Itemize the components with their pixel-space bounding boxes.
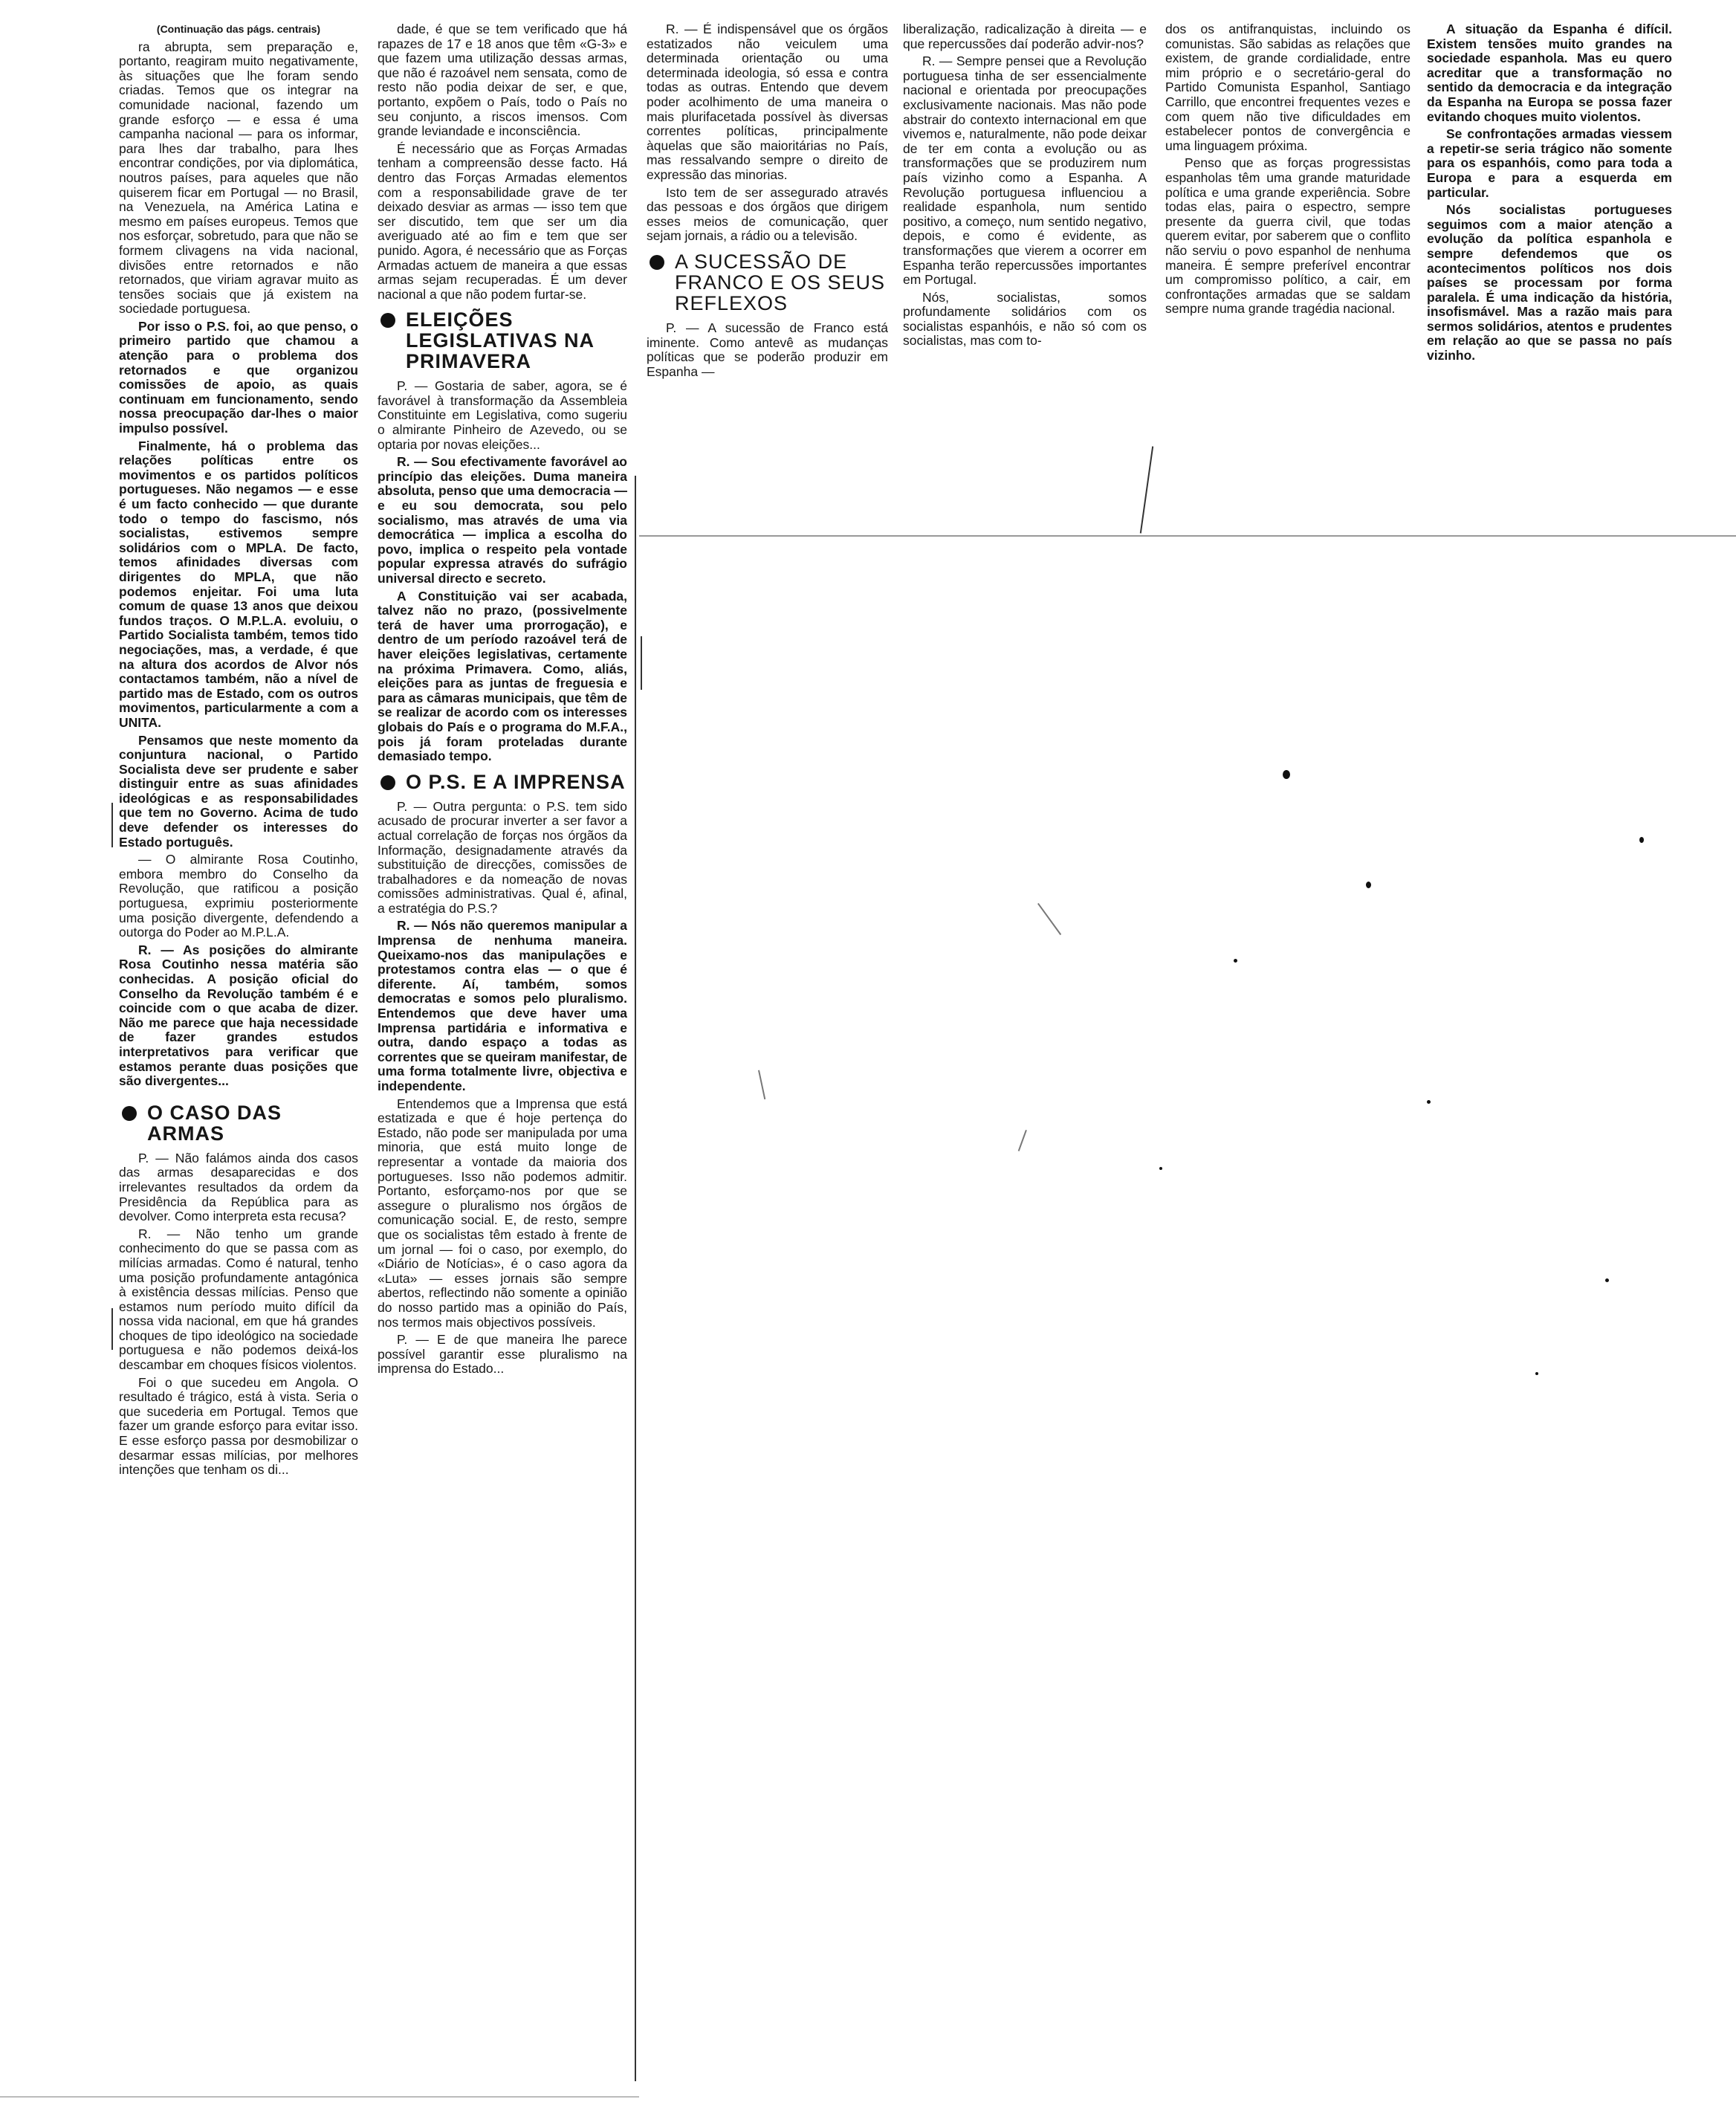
column-end-rule [639,535,1736,537]
print-speck [1283,770,1290,779]
bullet-icon [122,1106,137,1121]
article-paragraph: liberalização, radicalização à direita — e que repercussões daí poderão advir-nos? [903,22,1147,51]
page-bottom-rule [0,2096,639,2098]
article-paragraph: R. — As posições do almirante Rosa Coutinho nessa matéria são conhecidas. A posição oficial do Conselho da Revolução também é e coincide com o que acaba de dizer. Não me parece que haja necessidade de fazer grandes estudos interpretativos para verificar que estamos perante duas posições que são divergentes... [119,942,358,1089]
article-paragraph: Foi o que sucedeu em Angola. O resultado é trágico, está à vista. Seria o que sucederia em Portugal. Temos que fazer um grande esforço para evitar isso. E esse esforço passa por desmobilizar o desarmar essas milícias, por melhores intenções que tenham os di... [119,1374,358,1478]
bullet-icon [380,313,395,328]
column-3-paragraphs-2 [647,321,888,379]
section-heading-text: O CASO DAS ARMAS [147,1101,282,1145]
article-paragraph: P. — E de que maneira lhe parece possível garantir esse pluralismo na imprensa do Estado... [378,1332,627,1377]
print-speck [1535,1372,1538,1375]
section-heading-franco [647,251,888,314]
column-1-paragraphs-2 [119,1151,358,1478]
article-paragraph: Isto tem de ser assegurado através das pessoas e dos órgãos que dirigem esses meios de comunicação, quer sejam jornais, a rádio ou a televisão. [647,184,888,244]
article-paragraph: — O almirante Rosa Coutinho, embora membro do Conselho da Revolução, que ratificou a posição portuguesa, exprimiu posteriormente uma posição divergente, defendendo a outorga do Poder ao M.P.L.A. [119,852,358,940]
article-paragraph: R. — Não tenho um grande conhecimento do que se passa com as milícias armadas. Como é natural, tenho uma posição profundamente antagónica à existência dessas milícias. Penso que estamos num período muito difícil da nossa vida nacional, em que há grandes choques de tipo ideológico na sociedade portuguesa e não podemos deixá-los descambar em choques físicos violentos. [119,1226,358,1373]
article-column-6 [1427,22,1672,513]
article-paragraph: Finalmente, há o problema das relações políticas entre os movimentos e os partidos políticos portugueses. Não negamos — e esse é um facto conhecido — que durante todo o tempo do fascismo, nós socialistas, estivemos sempre solidários com o MPLA. De facto, temos afinidades diversas com dirigentes do MPLA, que não podemos enjeitar. Foi uma luta comum de quase 13 anos que deixou fundos traços. O M.P.L.A. evoluiu, o Partido Socialista também, temos tido negociações, mas, a verdade, é que na altura dos acordos de Alvor nós contactamos também, não a nível de partido mas de Estado, com os outros movimentos, particularmente a com a UNITA. [119,438,358,730]
article-paragraph: Se confrontações armadas viessem a repetir-se seria trágico não somente para os espanhóis, como para toda a Europa e para a esquerda em particular. [1427,126,1672,200]
article-paragraph: Entendemos que a Imprensa que está estatizada e que é hoje pertença do Estado, não pode ser manipulada por uma minoria, que está muito longe de representar a vontade da maioria dos portugueses. Isso não podemos admitir. Portanto, esforçamo-nos por que se assegure o pluralismo nos órgãos de comunicação social. E, de resto, sempre que os socialistas têm estado à frente de um jornal — foi o caso, por exemplo, do «Diário de Notícias», é o caso agora da «Luta» — esses jornais são sempre abertos, reflectindo não somente a opinião do nosso partido mas a opinião do País, nos termos mais objectivos possíveis. [378,1096,627,1330]
article-column-1 [119,22,358,2096]
article-paragraph: R. — Sou efectivamente favorável ao princípio das eleições. Duma maneira absoluta, penso que uma democracia — e eu sou democrata, sou pelo socialismo, mas através de uma via democrática — implica a escolha do povo, implica o respeito pela vontade popular expressa através do sufrágio universal directo e secreto. [378,454,627,586]
article-paragraph: R. — Nós não queremos manipular a Imprensa de nenhuma maneira. Queixamo-nos das manipulações e protestamos contra elas — o que é diferente. Aí, também, somos democratas e somos pelo pluralismo. Entendemos que deve haver uma Imprensa partidária e informativa e outra, dando espaço a todas as correntes que se queiram manifestar, de uma forma totalmente livre, objectiva e independente. [378,918,627,1093]
column-2-paragraphs [378,22,627,302]
column-6-paragraphs [1427,22,1672,363]
bullet-icon [650,255,664,270]
margin-mark [641,636,642,690]
article-paragraph: P. — Gostaria de saber, agora, se é favorável à transformação da Assembleia Constituinte em Legislativa, como sugeriu o almirante Pinheiro de Azevedo, ou se optaria por novas eleições... [378,378,627,452]
article-paragraph: A Constituição vai ser acabada, talvez não no prazo, (possivelmente terá de haver uma prorrogação), e dentro de um período razoável terá de haver eleições legislativas, certamente na próxima Primavera. Como, aliás, eleições para as juntas de freguesia e para as câmaras municipais, que têm de se realizar de acordo com os interesses globais do País e o programa do M.F.A., pois já foram proteladas durante demasiado tempo. [378,588,627,764]
print-speck [1159,1167,1162,1170]
article-paragraph: É necessário que as Forças Armadas tenham a compreensão desse facto. Há dentro das Forças Armadas elementos com a responsabilidade grave de ter deixado desviar as armas — isso tem que ser discutido, tem que ser um dia averiguado até ao fim e tem que ser punido. Agora, é necessário que as Forças Armadas actuem de maneira a que essas armas sejam recuperadas. É um dever nacional a que não podem furtar-se. [378,140,627,302]
article-paragraph: P. — A sucessão de Franco está iminente. Como antevê as mudanças políticas que se poderão produzir em Espanha — [647,320,888,379]
print-speck [1234,959,1237,963]
print-speck [1605,1278,1609,1282]
article-column-2 [378,22,627,2096]
section-heading-armas [119,1102,358,1144]
article-paragraph: dos os antifranquistas, incluindo os comunistas. São sabidas as relações que existem, de grande cordialidade, entre mim próprio e o secretário-geral do Partido Comunista Espanhol, Santiago Carrillo, que encontrei frequentes vezes e com quem não tive dificuldades em estabelecer pontos de convergência e uma linguagem próxima. [1165,22,1410,153]
column-3-paragraphs [647,22,888,244]
margin-mark [111,1308,113,1350]
column-5-paragraphs [1165,22,1410,317]
article-paragraph: R. — Sempre pensei que a Revolução portuguesa tinha de ser essencialmente nacional e orientada por preocupações exclusivamente nacionais. Mas não pode abstrair do contexto internacional em que vivemos e, naturalmente, não pode deixar de ter em conta a evolução ou as transformações que se produzirem num país vizinho como a Espanha. A Revolução portuguesa influenciou a realidade espanhola, num sentido positivo, a começo, num sentido negativo, depois, e como é evidente, as transformações que vierem a ocorrer em Espanha terão repercussões importantes em Portugal. [903,54,1147,288]
section-heading-eleicoes [378,309,627,372]
print-scratch [1037,903,1061,935]
column-rule [635,476,636,2081]
column-2-paragraphs-2 [378,379,627,763]
article-paragraph: Nós, socialistas, somos profundamente solidários com os socialistas espanhóis, e não só com os socialistas, mas com to- [903,289,1147,349]
article-paragraph: A situação da Espanha é difícil. Existem tensões muito grandes na sociedade espanhola. Mas eu quero acreditar que a transformação no sentido da democracia e da integração da Espanha na Europa se possa fazer evitando choques muito violentos. [1427,22,1672,124]
print-speck [1639,837,1644,843]
continuation-note: (Continuação das págs. centrais) [156,23,321,35]
article-paragraph: R. — É indispensável que os órgãos estatizados não veiculem uma determinada orientação ou uma determinada ideologia, só essa e contra todas as outras. Entendo que devem poder acolhimento de uma maneira o mais plurifacetada possível às diversas correntes políticas, principalmente àquelas que são maioritárias no País, mas ressalvando sempre o direito de expressão das minorias. [647,22,888,182]
article-paragraph: Pensamos que neste momento da conjuntura nacional, o Partido Socialista deve ser prudente e saber distinguir entre as suas afinidades ideológicas e as responsabilidades que tem no Governo. Acima de tudo deve defender os interesses do Estado português. [119,732,358,850]
article-paragraph: Nós socialistas portugueses seguimos com a maior atenção a evolução da política espanhola e sempre defendemos que os acontecimentos políticos nos dois países se processam por forma paralela. É uma indicação da história, insofismável. Mas a razão mais para sermos solidários, atentos e prudentes em relação ao que se passa no país vizinho. [1427,202,1672,363]
print-scratch [1018,1130,1027,1151]
print-speck [1427,1100,1431,1104]
article-paragraph: P. — Não falámos ainda dos casos das armas desaparecidas e dos irrelevantes resultados da ordem da Presidência da República para as devolver. Como interpreta esta recusa? [119,1150,358,1224]
section-heading-imprensa [378,772,627,792]
article-paragraph: P. — Outra pergunta: o P.S. tem sido acusado de procurar inverter a ser favor a actual correlação de forças nos órgãos da Informação, designadamente através da substituição de direcções, comissões de trabalhadores e da nomeação de novas comissões administrativas. Qual é, afinal, a estratégia do P.S.? [378,798,627,916]
margin-mark [111,803,113,847]
column-4-paragraphs [903,22,1147,349]
section-heading-text: O P.S. E A IMPRENSA [406,770,626,793]
section-heading-text: ELEIÇÕES LEGISLATIVAS NA PRIMAVERA [406,308,595,373]
column-1-paragraphs [119,40,358,1089]
section-heading-text: A SUCESSÃO DE FRANCO E OS SEUS REFLEXOS [675,250,886,314]
article-column-4 [903,22,1147,513]
print-speck [1366,882,1371,888]
column-2-paragraphs-3 [378,800,627,1377]
print-scratch [758,1070,765,1100]
article-column-3 [647,22,888,513]
article-column-5 [1165,22,1410,513]
article-paragraph: dade, é que se tem verificado que há rapazes de 17 e 18 anos que têm «G-3» e que fazem uma utilização dessas armas, que não é razoável nem sensata, como de resto não podia deixar de ser, e que, portanto, expõem o País, todo o País no seu conjunto, a riscos imensos. Com grande leviandade e inconsciência. [378,22,627,139]
article-paragraph: Por isso o P.S. foi, ao que penso, o primeiro partido que chamou a atenção para o problema dos retornados e que organizou comissões de apoio, as quais continuam em funcionamento, sendo nossa preocupação dar-lhes o maior impulso possível. [119,318,358,436]
article-paragraph: Penso que as forças progressistas espanholas têm uma grande maturidade política e uma grande experiência. Sobre todas elas, paira o espectro, sempre presente da guerra civil, que todas querem evitar, por saberem que o conflito não serviu o povo espanhol de nenhuma maneira. É sempre preferível encontrar um compromisso político, a cair, em confrontações armadas que se saldam sempre numa grande tragédia nacional. [1165,155,1410,317]
article-paragraph: ra abrupta, sem preparação e, portanto, reagiram muito negativamente, às situações que lhe foram sendo criadas. Temos que os integrar na comunidade nacional, fazendo um grande esforço — e essa é uma campanha nacional — para os informar, para lhes dar trabalho, para lhes encontrar condições, por via diplomática, noutros países, para aqueles que não quiserem ficar em Portugal — no Brasil, na Venezuela, na América Latina e mesmo em países europeus. Temos que nos esforçar, sobretudo, para que não se formem clivagens na vida nacional, divisões entre retornados e não retornados, que viriam agravar muito as tensões sociais que já existem na sociedade portuguesa. [119,39,358,317]
bullet-icon [380,775,395,790]
